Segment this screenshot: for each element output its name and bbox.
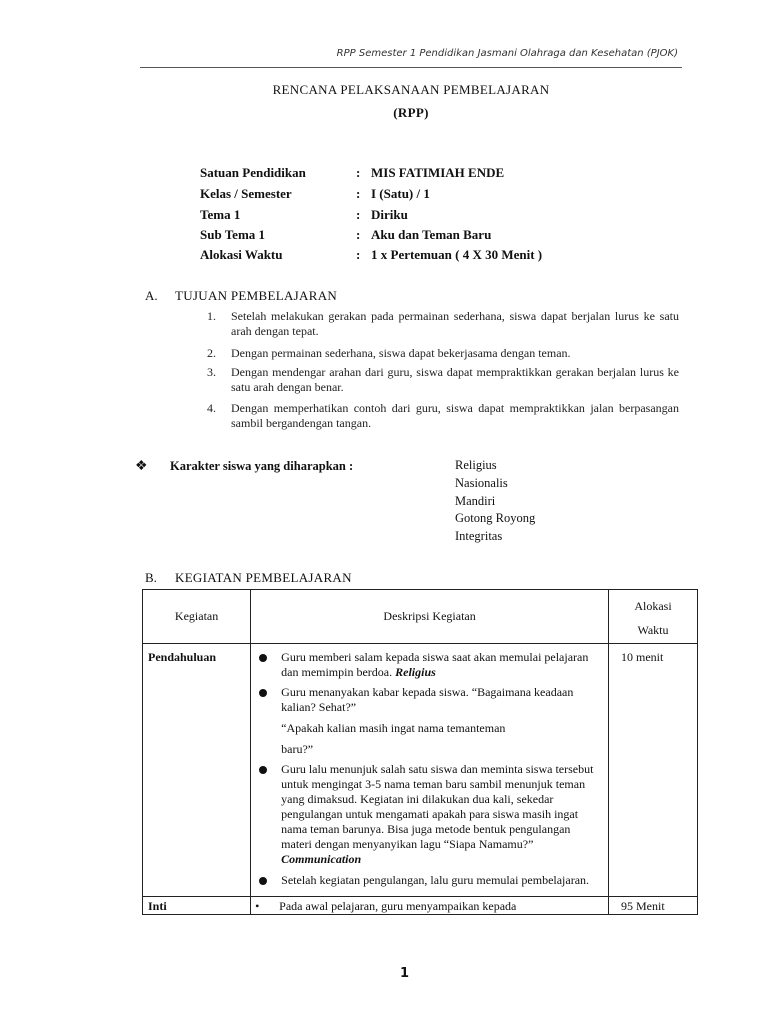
info-colon: :: [356, 247, 361, 262]
karakter-value: Gotong Royong: [455, 511, 536, 526]
section-letter: A.: [145, 288, 158, 303]
activity-item: [251, 899, 608, 914]
activity-text: Guru menanyakan kabar kepada siswa. “Bagaimana keadaan kalian? Sehat?”: [281, 685, 574, 714]
activity-text: Guru memberi salam kepada siswa saat akan memulai pelajaran dan memimpin berdoa.: [281, 650, 589, 679]
header-alokasi: [609, 590, 698, 644]
karakter-value: Nasionalis: [455, 475, 508, 490]
row-description: [251, 897, 609, 915]
page-number: 1: [400, 966, 410, 981]
header-alokasi-line1: Alokasi: [634, 598, 672, 613]
table-row-pendahuluan: [143, 644, 698, 897]
section-title: KEGIATAN PEMBELAJARAN: [175, 570, 352, 585]
header-deskripsi: Deskripsi Kegiatan: [251, 590, 609, 644]
table-header-row: [143, 590, 698, 644]
list-text: Dengan permainan sederhana, siswa dapat bekerjasama dengan teman.: [231, 346, 571, 360]
info-label: Tema 1: [200, 207, 241, 222]
info-value: Diriku: [371, 207, 408, 222]
info-colon: :: [356, 227, 361, 242]
list-number: 1.: [207, 309, 216, 323]
info-value: 1 x Pertemuan ( 4 X 30 Menit ): [371, 247, 543, 262]
karakter-values: [455, 457, 535, 546]
activity-text: Guru lalu menunjuk salah satu siswa dan meminta siswa tersebut untuk mengingat 3-5 nama teman baru sambil menunjuk teman yang dimaksud. Kegiatan ini dilakukan dua kali, sekedar pengulangan untuk mengamati apakah para siswa masih ingat nama teman barunya. Bisa juga metode bentuk pengulangan materi dengan menyanyikan lagu “Siapa Namamu?”: [281, 762, 594, 851]
info-colon: :: [356, 165, 361, 180]
activity-text: Setelah kegiatan pengulangan, lalu guru memulai pembelajaran.: [281, 873, 590, 887]
row-waktu: 95 Menit: [609, 897, 698, 915]
list-number: 3.: [207, 365, 216, 379]
character-tag: Communication: [281, 852, 362, 866]
info-label: Sub Tema 1: [200, 227, 266, 242]
kegiatan-table: [142, 589, 698, 915]
karakter-value: Mandiri: [455, 493, 496, 508]
diamond-bullet-icon: ❖: [135, 459, 148, 474]
info-label: Satuan Pendidikan: [200, 165, 306, 180]
document-subtitle: (RPP): [393, 105, 429, 120]
row-label: Pendahuluan: [143, 644, 251, 897]
row-label: Inti: [143, 897, 251, 915]
row-description: [251, 644, 609, 897]
section-letter: B.: [145, 570, 157, 585]
header-divider: [140, 67, 682, 68]
section-title: TUJUAN PEMBELAJARAN: [175, 288, 338, 303]
bullet-dot-icon: [259, 877, 267, 885]
activity-item: [251, 685, 600, 715]
character-tag: Religius: [395, 665, 436, 679]
row-waktu: 10 menit: [609, 644, 698, 897]
list-text: Setelah melakukan gerakan pada permainan sederhana, siswa dapat berjalan lurus ke satu arah dengan tepat.: [231, 309, 679, 338]
info-value: Aku dan Teman Baru: [371, 227, 492, 242]
bullet-dot-icon: [259, 766, 267, 774]
karakter-value: Integritas: [455, 529, 503, 544]
activity-continuation: “Apakah kalian masih ingat nama temanteman: [281, 721, 506, 735]
activity-text: Pada awal pelajaran, guru menyampaikan kepada: [279, 899, 517, 913]
info-label: Kelas / Semester: [200, 186, 292, 201]
running-header: RPP Semester 1 Pendidikan Jasmani Olahraga dan Kesehatan (PJOK): [336, 48, 678, 59]
karakter-label: Karakter siswa yang diharapkan :: [170, 459, 354, 473]
list-text: Dengan mendengar arahan dari guru, siswa dapat mempraktikkan gerakan berjalan lurus ke satu arah dengan benar.: [231, 365, 679, 394]
activity-item: [251, 873, 600, 888]
bullet-dot-icon: [259, 654, 267, 662]
header-alokasi-line2: Waktu: [637, 622, 669, 637]
activity-continuation: baru?”: [281, 742, 314, 756]
info-colon: :: [356, 207, 361, 222]
list-number: 4.: [207, 401, 216, 415]
document-title: RENCANA PELAKSANAAN PEMBELAJARAN: [272, 82, 550, 97]
activity-item: [251, 650, 600, 680]
karakter-value: Religius: [455, 458, 497, 472]
small-bullet-icon: •: [255, 899, 260, 913]
bullet-dot-icon: [259, 689, 267, 697]
activity-item: [251, 762, 600, 867]
list-text: Dengan memperhatikan contoh dari guru, siswa dapat mempraktikkan jalan berpasangan sambil bergandengan tangan.: [231, 401, 679, 430]
header-kegiatan: Kegiatan: [143, 590, 251, 644]
table-row-inti: [143, 897, 698, 915]
info-colon: :: [356, 186, 361, 201]
list-number: 2.: [207, 346, 216, 360]
info-value: MIS FATIMIAH ENDE: [371, 165, 505, 180]
info-value: I (Satu) / 1: [371, 186, 430, 201]
info-label: Alokasi Waktu: [200, 247, 283, 262]
